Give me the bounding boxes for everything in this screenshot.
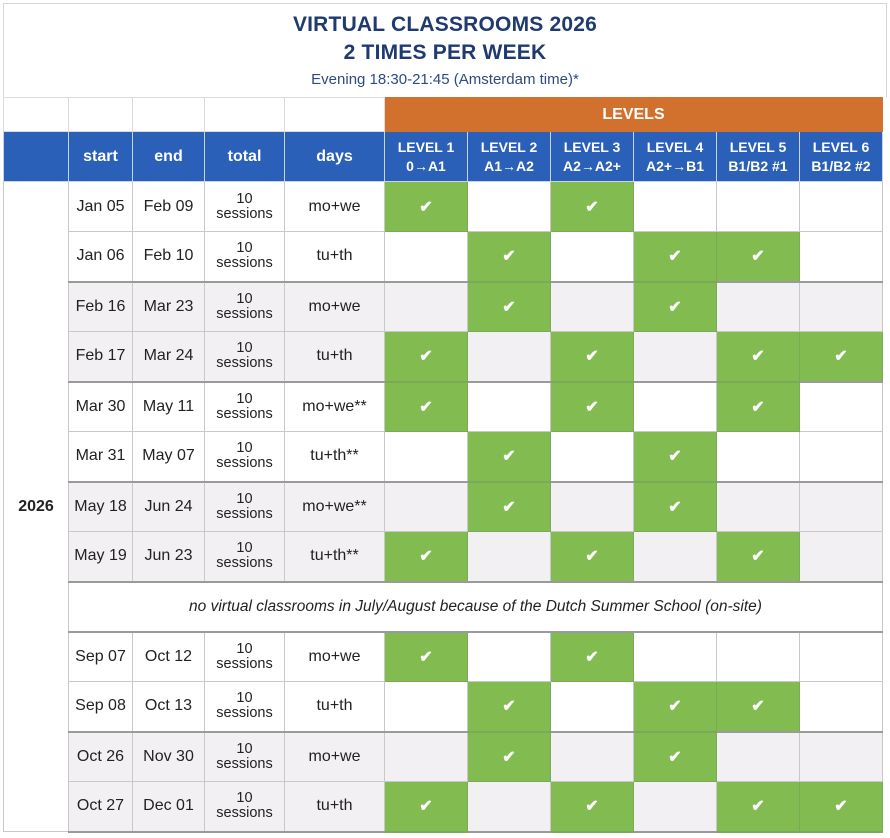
check-icon: ✔ — [834, 798, 848, 816]
session-unit: sessions — [216, 205, 273, 222]
check-icon: ✔ — [585, 548, 599, 566]
level-2-cell — [468, 232, 551, 282]
level-4-cell — [634, 432, 717, 482]
level-2-cell — [468, 732, 551, 782]
level-6-cell — [800, 632, 883, 682]
table-row — [4, 732, 883, 782]
level-3-cell — [551, 182, 634, 232]
column-header-level-1 — [385, 132, 468, 182]
check-icon: ✔ — [585, 798, 599, 816]
empty-header-cell — [205, 98, 285, 132]
level-5-cell — [717, 782, 800, 832]
year-column-header — [4, 132, 69, 182]
level-5-cell — [717, 282, 800, 332]
check-icon: ✔ — [585, 348, 599, 366]
level-4-cell — [634, 382, 717, 432]
end-date-cell: May 11 — [133, 382, 205, 432]
session-count: 10 — [236, 490, 253, 507]
level-5-cell — [717, 682, 800, 732]
check-icon: ✔ — [668, 248, 682, 266]
level-3-cell — [551, 532, 634, 582]
session-count: 10 — [236, 740, 253, 757]
level-4-cell — [634, 682, 717, 732]
session-unit: sessions — [216, 255, 273, 272]
end-date-cell: Jun 23 — [133, 532, 205, 582]
level-2-cell — [468, 332, 551, 382]
days-cell: tu+th — [285, 682, 385, 732]
session-count: 10 — [236, 190, 253, 207]
days-cell: mo+we — [285, 632, 385, 682]
level-range: B1/B2 #1 — [728, 157, 788, 174]
time-note: Evening 18:30-21:45 (Amsterdam time)* — [311, 71, 579, 88]
level-1-cell — [385, 482, 468, 532]
level-6-cell — [800, 782, 883, 832]
level-4-cell — [634, 182, 717, 232]
session-count: 10 — [236, 690, 253, 707]
page-subtitle: 2 TIMES PER WEEK — [343, 41, 547, 64]
level-6-cell — [800, 282, 883, 332]
check-icon: ✔ — [751, 798, 765, 816]
days-cell: mo+we — [285, 732, 385, 782]
levels-group-header: LEVELS — [385, 98, 883, 132]
session-unit: sessions — [216, 655, 273, 672]
level-2-cell — [468, 532, 551, 582]
level-6-cell — [800, 332, 883, 382]
table-row — [4, 782, 883, 832]
check-icon: ✔ — [585, 648, 599, 666]
level-6-cell — [800, 682, 883, 732]
empty-header-cell — [285, 98, 385, 132]
check-icon: ✔ — [668, 498, 682, 516]
year-cell: 2026 — [4, 182, 69, 832]
level-2-cell — [468, 782, 551, 832]
level-6-cell — [800, 182, 883, 232]
column-header-level-2 — [468, 132, 551, 182]
level-6-cell — [800, 382, 883, 432]
column-header-days: days — [285, 132, 385, 182]
total-sessions-cell — [205, 632, 285, 682]
level-3-cell — [551, 732, 634, 782]
level-4-cell — [634, 482, 717, 532]
table-row — [4, 632, 883, 682]
check-icon: ✔ — [668, 448, 682, 466]
level-3-cell — [551, 232, 634, 282]
level-range: A2+→B1 — [646, 157, 704, 174]
level-range: A2→A2+ — [563, 157, 621, 174]
start-date-cell: Jan 05 — [69, 182, 133, 232]
days-cell: tu+th — [285, 782, 385, 832]
schedule-title-block — [3, 3, 887, 97]
level-1-cell — [385, 382, 468, 432]
level-1-cell — [385, 182, 468, 232]
level-1-cell — [385, 532, 468, 582]
session-count: 10 — [236, 340, 253, 357]
session-unit: sessions — [216, 505, 273, 522]
page-title: VIRTUAL CLASSROOMS 2026 — [292, 13, 598, 36]
end-date-cell: Jun 24 — [133, 482, 205, 532]
check-icon: ✔ — [751, 548, 765, 566]
total-sessions-cell — [205, 232, 285, 282]
level-4-cell — [634, 732, 717, 782]
level-2-cell — [468, 632, 551, 682]
level-1-cell — [385, 282, 468, 332]
column-header-level-6 — [800, 132, 883, 182]
session-unit: sessions — [216, 355, 273, 372]
total-sessions-cell — [205, 682, 285, 732]
column-header-end: end — [133, 132, 205, 182]
level-5-cell — [717, 232, 800, 282]
level-name: LEVEL 5 — [729, 138, 787, 155]
total-sessions-cell — [205, 382, 285, 432]
session-count: 10 — [236, 440, 253, 457]
level-2-cell — [468, 382, 551, 432]
table-row — [4, 332, 883, 382]
table-row — [4, 182, 883, 232]
total-sessions-cell — [205, 482, 285, 532]
session-unit: sessions — [216, 455, 273, 472]
summer-note-row — [4, 582, 883, 632]
session-unit: sessions — [216, 755, 273, 772]
check-icon: ✔ — [419, 348, 433, 366]
total-sessions-cell — [205, 782, 285, 832]
total-sessions-cell — [205, 432, 285, 482]
level-1-cell — [385, 432, 468, 482]
start-date-cell: Oct 27 — [69, 782, 133, 832]
total-sessions-cell — [205, 182, 285, 232]
check-icon: ✔ — [502, 748, 516, 766]
level-5-cell — [717, 332, 800, 382]
start-date-cell: Feb 17 — [69, 332, 133, 382]
days-cell: mo+we — [285, 282, 385, 332]
level-4-cell — [634, 232, 717, 282]
end-date-cell: Feb 10 — [133, 232, 205, 282]
level-3-cell — [551, 782, 634, 832]
check-icon: ✔ — [502, 248, 516, 266]
levels-group-header-row — [4, 98, 883, 132]
end-date-cell: Feb 09 — [133, 182, 205, 232]
level-range: A1→A2 — [484, 157, 534, 174]
start-date-cell: Jan 06 — [69, 232, 133, 282]
level-name: LEVEL 4 — [646, 138, 704, 155]
table-row — [4, 382, 883, 432]
column-header-total: total — [205, 132, 285, 182]
level-3-cell — [551, 632, 634, 682]
level-6-cell — [800, 732, 883, 782]
level-2-cell — [468, 432, 551, 482]
check-icon: ✔ — [419, 548, 433, 566]
check-icon: ✔ — [502, 448, 516, 466]
end-date-cell: Dec 01 — [133, 782, 205, 832]
table-row — [4, 482, 883, 532]
level-4-cell — [634, 782, 717, 832]
session-unit: sessions — [216, 805, 273, 822]
level-1-cell — [385, 332, 468, 382]
start-date-cell: May 19 — [69, 532, 133, 582]
column-header-level-5 — [717, 132, 800, 182]
session-count: 10 — [236, 790, 253, 807]
session-unit: sessions — [216, 555, 273, 572]
days-cell: tu+th** — [285, 532, 385, 582]
start-date-cell: Oct 26 — [69, 732, 133, 782]
check-icon: ✔ — [419, 398, 433, 416]
level-3-cell — [551, 682, 634, 732]
end-date-cell: Mar 24 — [133, 332, 205, 382]
start-date-cell: May 18 — [69, 482, 133, 532]
level-2-cell — [468, 282, 551, 332]
level-3-cell — [551, 332, 634, 382]
session-count: 10 — [236, 540, 253, 557]
table-row — [4, 282, 883, 332]
column-header-level-4 — [634, 132, 717, 182]
level-1-cell — [385, 232, 468, 282]
check-icon: ✔ — [668, 748, 682, 766]
end-date-cell: Nov 30 — [133, 732, 205, 782]
check-icon: ✔ — [834, 348, 848, 366]
end-date-cell: Oct 12 — [133, 632, 205, 682]
days-cell: tu+th — [285, 232, 385, 282]
session-count: 10 — [236, 290, 253, 307]
level-range: 0→A1 — [406, 157, 446, 174]
days-cell: mo+we — [285, 182, 385, 232]
session-unit: sessions — [216, 305, 273, 322]
start-date-cell: Feb 16 — [69, 282, 133, 332]
level-5-cell — [717, 382, 800, 432]
total-sessions-cell — [205, 732, 285, 782]
level-5-cell — [717, 432, 800, 482]
summer-note: no virtual classrooms in July/August because of the Dutch Summer School (on-site) — [69, 582, 883, 632]
level-2-cell — [468, 182, 551, 232]
column-header-level-3 — [551, 132, 634, 182]
check-icon: ✔ — [502, 498, 516, 516]
check-icon: ✔ — [502, 698, 516, 716]
level-6-cell — [800, 532, 883, 582]
level-5-cell — [717, 482, 800, 532]
empty-header-cell — [69, 98, 133, 132]
end-date-cell: May 07 — [133, 432, 205, 482]
column-header-start: start — [69, 132, 133, 182]
total-sessions-cell — [205, 532, 285, 582]
level-6-cell — [800, 482, 883, 532]
start-date-cell: Sep 08 — [69, 682, 133, 732]
start-date-cell: Mar 30 — [69, 382, 133, 432]
level-4-cell — [634, 532, 717, 582]
check-icon: ✔ — [751, 698, 765, 716]
session-unit: sessions — [216, 705, 273, 722]
level-name: LEVEL 2 — [480, 138, 538, 155]
check-icon: ✔ — [502, 298, 516, 316]
check-icon: ✔ — [585, 198, 599, 216]
level-4-cell — [634, 282, 717, 332]
days-cell: tu+th** — [285, 432, 385, 482]
session-count: 10 — [236, 240, 253, 257]
level-3-cell — [551, 382, 634, 432]
empty-header-cell — [133, 98, 205, 132]
check-icon: ✔ — [668, 298, 682, 316]
column-header-row — [4, 132, 883, 182]
level-5-cell — [717, 532, 800, 582]
level-6-cell — [800, 432, 883, 482]
check-icon: ✔ — [751, 398, 765, 416]
table-row — [4, 682, 883, 732]
table-row — [4, 432, 883, 482]
level-3-cell — [551, 282, 634, 332]
level-1-cell — [385, 632, 468, 682]
level-2-cell — [468, 682, 551, 732]
start-date-cell: Mar 31 — [69, 432, 133, 482]
total-sessions-cell — [205, 332, 285, 382]
session-count: 10 — [236, 390, 253, 407]
table-row — [4, 532, 883, 582]
days-cell: tu+th — [285, 332, 385, 382]
check-icon: ✔ — [668, 698, 682, 716]
session-unit: sessions — [216, 405, 273, 422]
level-1-cell — [385, 682, 468, 732]
check-icon: ✔ — [751, 248, 765, 266]
level-4-cell — [634, 632, 717, 682]
total-sessions-cell — [205, 282, 285, 332]
level-5-cell — [717, 182, 800, 232]
empty-header-cell — [4, 98, 69, 132]
schedule-table — [3, 97, 883, 833]
level-name: LEVEL 6 — [812, 138, 870, 155]
session-count: 10 — [236, 640, 253, 657]
level-3-cell — [551, 482, 634, 532]
check-icon: ✔ — [419, 198, 433, 216]
level-2-cell — [468, 482, 551, 532]
check-icon: ✔ — [419, 798, 433, 816]
table-row — [4, 232, 883, 282]
level-range: B1/B2 #2 — [811, 157, 871, 174]
level-name: LEVEL 3 — [563, 138, 621, 155]
start-date-cell: Sep 07 — [69, 632, 133, 682]
schedule-rows — [4, 182, 883, 832]
end-date-cell: Oct 13 — [133, 682, 205, 732]
level-1-cell — [385, 732, 468, 782]
level-5-cell — [717, 632, 800, 682]
check-icon: ✔ — [751, 348, 765, 366]
days-cell: mo+we** — [285, 382, 385, 432]
days-cell: mo+we** — [285, 482, 385, 532]
level-3-cell — [551, 432, 634, 482]
level-name: LEVEL 1 — [397, 138, 455, 155]
level-1-cell — [385, 782, 468, 832]
end-date-cell: Mar 23 — [133, 282, 205, 332]
level-6-cell — [800, 232, 883, 282]
level-5-cell — [717, 732, 800, 782]
check-icon: ✔ — [419, 648, 433, 666]
check-icon: ✔ — [585, 398, 599, 416]
level-4-cell — [634, 332, 717, 382]
